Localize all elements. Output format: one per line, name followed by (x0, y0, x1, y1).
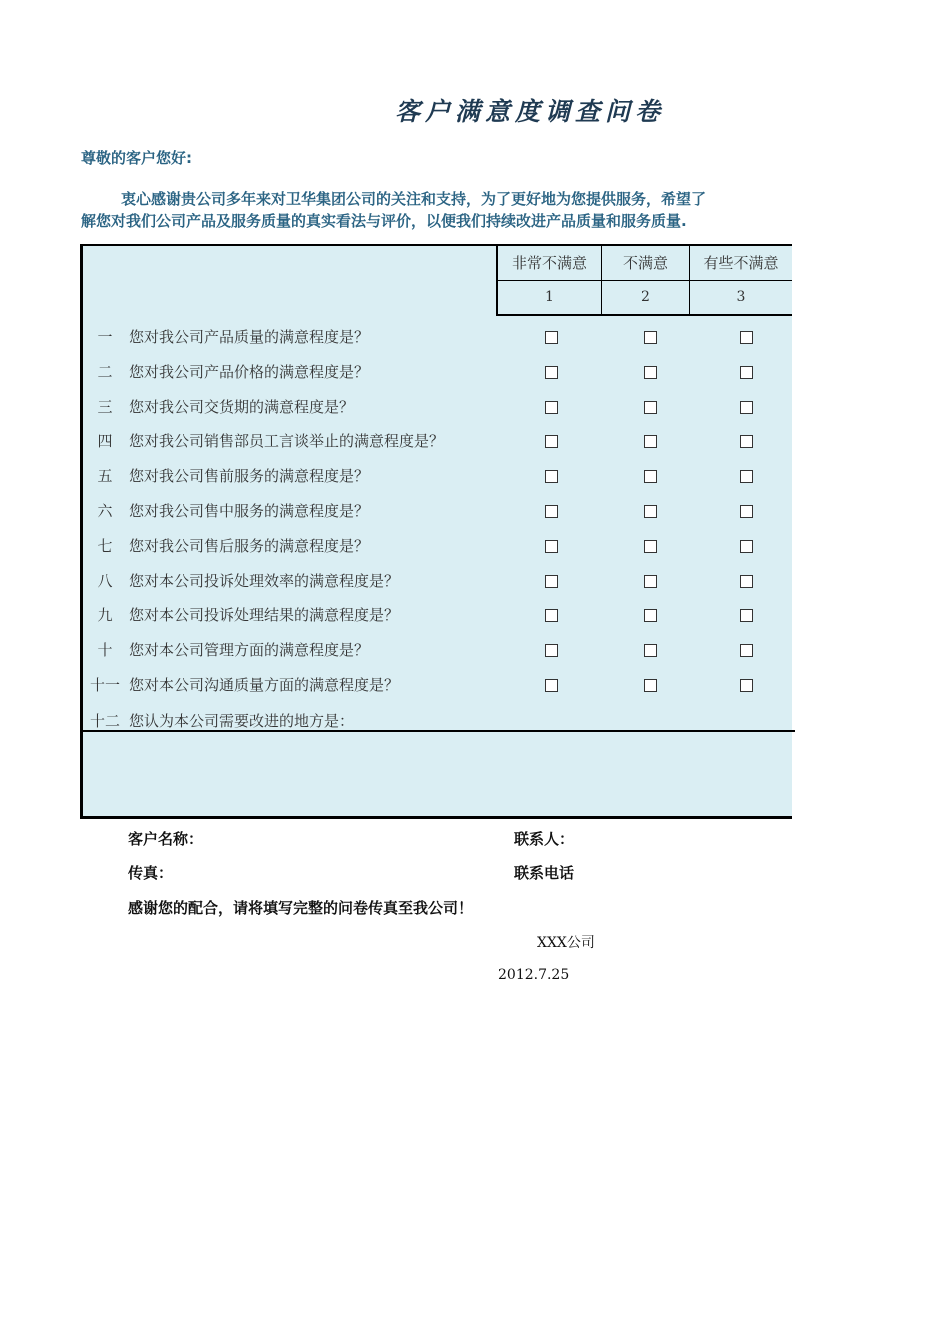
question-number: 三 (97, 397, 113, 416)
question-number: 七 (97, 536, 113, 555)
col-header-somewhat-unsatisfied: 有些不满意 (690, 246, 792, 281)
company-name: XXX公司 (537, 935, 595, 951)
rating-checkbox-2[interactable] (644, 331, 657, 344)
question-text: 您对我公司交货期的满意程度是？ (129, 397, 355, 416)
question-number: 八 (97, 571, 113, 590)
rating-checkbox-2[interactable] (644, 609, 657, 622)
rating-checkbox-1[interactable] (545, 679, 558, 692)
rating-checkbox-2[interactable] (644, 644, 657, 657)
rating-checkbox-2[interactable] (644, 540, 657, 553)
question-text: 您对我公司销售部员工言谈举止的满意程度是？ (129, 432, 445, 451)
contact-label: 联系人： (514, 830, 575, 848)
question-row (83, 632, 789, 666)
thanks-text: 感谢您的配合，请将填写完整的问卷传真至我公司！ (128, 899, 474, 917)
question-row (83, 458, 789, 492)
question-text: 您对我公司售后服务的满意程度是？ (129, 536, 370, 555)
rating-checkbox-1[interactable] (545, 401, 558, 414)
col-header-unsatisfied: 不满意 (602, 246, 690, 281)
question-text: 您认为本公司需要改进的地方是： (129, 712, 355, 730)
question-row (83, 563, 789, 597)
phone-label: 联系电话 (514, 864, 575, 882)
question-text: 您对本公司投诉处理结果的满意程度是？ (129, 606, 400, 625)
question-number: 五 (97, 467, 113, 486)
question-text: 您对本公司管理方面的满意程度是？ (129, 641, 370, 660)
rating-checkbox-2[interactable] (644, 575, 657, 588)
question-row (83, 354, 789, 388)
question-number: 二 (97, 362, 113, 381)
question-number: 六 (97, 502, 113, 520)
fax-label: 传真： (128, 864, 174, 882)
rating-checkbox-1[interactable] (545, 331, 558, 344)
question-row (83, 493, 789, 527)
question-text: 您对我公司产品价格的满意程度是？ (129, 362, 370, 381)
rating-checkbox-1[interactable] (545, 470, 558, 483)
question-text: 您对本公司沟通质量方面的满意程度是？ (129, 676, 400, 694)
rating-checkbox-1[interactable] (545, 644, 558, 657)
col-score-3: 3 (736, 289, 746, 305)
rating-checkbox-1[interactable] (545, 435, 558, 448)
customer-name-label: 客户名称： (128, 830, 204, 848)
date-text: 2012.7.25 (498, 967, 570, 983)
rating-checkbox-1[interactable] (545, 575, 558, 588)
question-text: 您对本公司投诉处理效率的满意程度是？ (129, 571, 400, 590)
open-answer-area[interactable] (83, 732, 792, 816)
rating-checkbox-3[interactable] (740, 435, 753, 448)
question-row (83, 667, 789, 701)
question-number: 九 (97, 606, 113, 625)
question-text: 您对我公司售前服务的满意程度是？ (129, 467, 370, 486)
question-number: 四 (97, 432, 113, 451)
col-score-2: 2 (602, 281, 690, 314)
rating-checkbox-1[interactable] (545, 540, 558, 553)
question-row (83, 423, 789, 457)
rating-header (496, 246, 792, 316)
col-header-very-unsatisfied: 非常不满意 (498, 246, 602, 281)
question-text: 您对我公司售中服务的满意程度是？ (129, 502, 370, 520)
question-row (83, 528, 789, 562)
col-score-1: 1 (498, 281, 602, 314)
question-row (83, 319, 789, 353)
rating-checkbox-2[interactable] (644, 679, 657, 692)
question-row (83, 597, 789, 631)
intro-line-2: 解您对我们公司产品及服务质量的真实看法与评价，以便我们持续改进产品质量和服务质量. (81, 212, 687, 230)
question-number: 十二 (89, 712, 120, 730)
page-title: 客户满意度调查问卷 (394, 97, 665, 126)
rating-checkbox-3[interactable] (740, 540, 753, 553)
rating-checkbox-1[interactable] (545, 609, 558, 622)
question-number: 十 (97, 641, 113, 660)
question-text: 您对我公司产品质量的满意程度是？ (129, 328, 370, 346)
rating-checkbox-3[interactable] (740, 401, 753, 414)
survey-form (80, 244, 792, 819)
rating-checkbox-3[interactable] (740, 505, 753, 518)
rating-checkbox-1[interactable] (545, 366, 558, 379)
rating-checkbox-2[interactable] (644, 505, 657, 518)
rating-checkbox-1[interactable] (545, 505, 558, 518)
question-number: 一 (97, 328, 113, 346)
question-number: 十一 (89, 676, 120, 694)
greeting: 尊敬的客户您好: (81, 149, 192, 167)
intro-text (81, 188, 792, 232)
rating-checkbox-2[interactable] (644, 435, 657, 448)
rating-checkbox-3[interactable] (740, 679, 753, 692)
rating-checkbox-3[interactable] (740, 644, 753, 657)
rating-checkbox-2[interactable] (644, 366, 657, 379)
rating-checkbox-3[interactable] (740, 366, 753, 379)
rating-checkbox-2[interactable] (644, 470, 657, 483)
rating-checkbox-3[interactable] (740, 609, 753, 622)
rating-checkbox-3[interactable] (740, 331, 753, 344)
rating-checkbox-2[interactable] (644, 401, 657, 414)
question-row (83, 389, 789, 423)
rating-checkbox-3[interactable] (740, 575, 753, 588)
intro-line-1: 衷心感谢贵公司多年来对卫华集团公司的关注和支持，为了更好地为您提供服务，希望了 (121, 190, 707, 208)
rating-checkbox-3[interactable] (740, 470, 753, 483)
